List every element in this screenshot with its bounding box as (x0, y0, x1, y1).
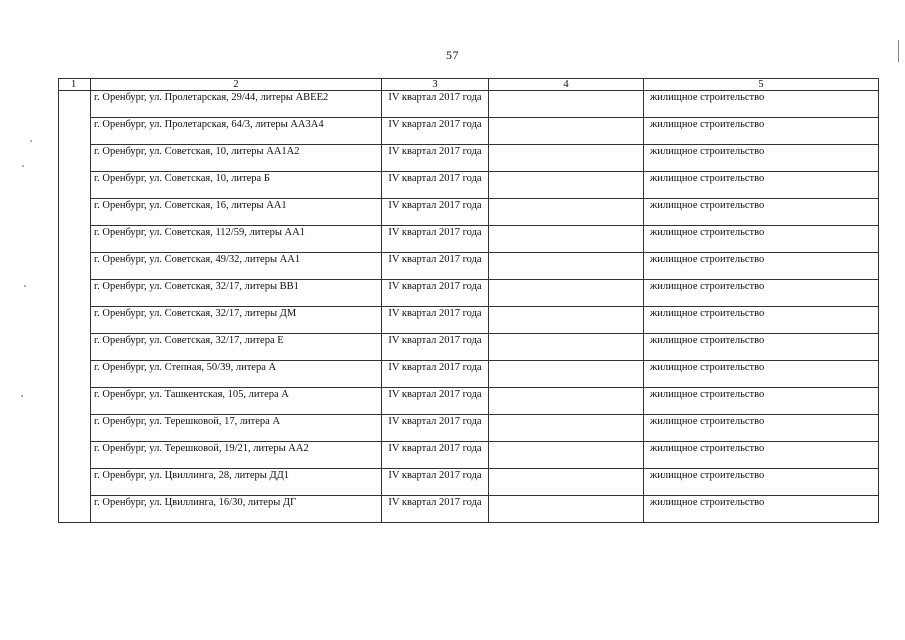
note-cell (489, 442, 644, 469)
period-cell: IV квартал 2017 года (382, 280, 489, 307)
note-cell (489, 91, 644, 118)
period-cell: IV квартал 2017 года (382, 145, 489, 172)
table-row (59, 469, 879, 496)
note-cell (489, 469, 644, 496)
address-cell: г. Оренбург, ул. Терешковой, 17, литера А (91, 415, 382, 442)
note-cell (489, 172, 644, 199)
period-cell: IV квартал 2017 года (382, 415, 489, 442)
scan-edge-mark (898, 40, 899, 62)
row-number-cell (59, 199, 91, 226)
table-row (59, 91, 879, 118)
period-cell: IV квартал 2017 года (382, 253, 489, 280)
note-cell (489, 226, 644, 253)
period-cell: IV квартал 2017 года (382, 496, 489, 523)
period-cell: IV квартал 2017 года (382, 172, 489, 199)
note-cell (489, 334, 644, 361)
scan-speck (24, 285, 26, 287)
note-cell (489, 199, 644, 226)
table-row (59, 307, 879, 334)
table-header-row (59, 79, 879, 91)
address-cell: г. Оренбург, ул. Пролетарская, 29/44, литеры АВЕЕ2 (91, 91, 382, 118)
table-row (59, 145, 879, 172)
row-number-cell (59, 145, 91, 172)
address-cell: г. Оренбург, ул. Советская, 16, литеры АА1 (91, 199, 382, 226)
period-cell: IV квартал 2017 года (382, 199, 489, 226)
period-cell: IV квартал 2017 года (382, 469, 489, 496)
purpose-cell: жилищное строительство (644, 307, 879, 334)
note-cell (489, 415, 644, 442)
purpose-cell: жилищное строительство (644, 91, 879, 118)
table-row (59, 118, 879, 145)
address-cell: г. Оренбург, ул. Советская, 49/32, литеры АА1 (91, 253, 382, 280)
table-row (59, 388, 879, 415)
note-cell (489, 280, 644, 307)
address-cell: г. Оренбург, ул. Советская, 32/17, литеры ВВ1 (91, 280, 382, 307)
purpose-cell: жилищное строительство (644, 118, 879, 145)
table-row (59, 226, 879, 253)
row-number-cell (59, 496, 91, 523)
column-header-1: 1 (59, 79, 91, 91)
address-cell: г. Оренбург, ул. Ташкентская, 105, литера А (91, 388, 382, 415)
page-number: 57 (446, 48, 459, 62)
purpose-cell: жилищное строительство (644, 199, 879, 226)
table-body (59, 79, 879, 523)
row-number-cell (59, 334, 91, 361)
period-cell: IV квартал 2017 года (382, 307, 489, 334)
purpose-cell: жилищное строительство (644, 172, 879, 199)
note-cell (489, 361, 644, 388)
period-cell: IV квартал 2017 года (382, 118, 489, 145)
row-number-cell (59, 307, 91, 334)
table-row (59, 253, 879, 280)
note-cell (489, 118, 644, 145)
row-number-cell (59, 469, 91, 496)
period-cell: IV квартал 2017 года (382, 334, 489, 361)
scan-speck (30, 140, 32, 142)
period-cell: IV квартал 2017 года (382, 91, 489, 118)
column-header-4: 4 (489, 79, 644, 91)
row-number-cell (59, 415, 91, 442)
row-number-cell (59, 118, 91, 145)
row-number-cell (59, 172, 91, 199)
document-table (58, 78, 879, 523)
table-row (59, 361, 879, 388)
row-number-cell (59, 442, 91, 469)
address-cell: г. Оренбург, ул. Степная, 50/39, литера А (91, 361, 382, 388)
note-cell (489, 145, 644, 172)
purpose-cell: жилищное строительство (644, 334, 879, 361)
row-number-cell (59, 253, 91, 280)
address-cell: г. Оренбург, ул. Терешковой, 19/21, литеры АА2 (91, 442, 382, 469)
address-cell: г. Оренбург, ул. Советская, 10, литеры АА1А2 (91, 145, 382, 172)
row-number-cell (59, 226, 91, 253)
address-cell: г. Оренбург, ул. Советская, 32/17, литеры ДМ (91, 307, 382, 334)
purpose-cell: жилищное строительство (644, 361, 879, 388)
purpose-cell: жилищное строительство (644, 226, 879, 253)
period-cell: IV квартал 2017 года (382, 226, 489, 253)
row-number-cell (59, 91, 91, 118)
address-cell: г. Оренбург, ул. Советская, 10, литера Б (91, 172, 382, 199)
table-row (59, 199, 879, 226)
table-row (59, 280, 879, 307)
table-row (59, 442, 879, 469)
note-cell (489, 388, 644, 415)
address-cell: г. Оренбург, ул. Цвиллинга, 16/30, литеры ДГ (91, 496, 382, 523)
note-cell (489, 253, 644, 280)
note-cell (489, 496, 644, 523)
row-number-cell (59, 280, 91, 307)
purpose-cell: жилищное строительство (644, 415, 879, 442)
period-cell: IV квартал 2017 года (382, 361, 489, 388)
scan-speck (21, 395, 23, 397)
table-row (59, 496, 879, 523)
address-cell: г. Оренбург, ул. Советская, 112/59, литеры АА1 (91, 226, 382, 253)
column-header-3: 3 (382, 79, 489, 91)
purpose-cell: жилищное строительство (644, 469, 879, 496)
purpose-cell: жилищное строительство (644, 442, 879, 469)
column-header-5: 5 (644, 79, 879, 91)
row-number-cell (59, 388, 91, 415)
address-cell: г. Оренбург, ул. Пролетарская, 64/3, литеры АА3А4 (91, 118, 382, 145)
purpose-cell: жилищное строительство (644, 253, 879, 280)
scan-speck (22, 165, 24, 167)
table-row (59, 172, 879, 199)
row-number-cell (59, 361, 91, 388)
purpose-cell: жилищное строительство (644, 388, 879, 415)
purpose-cell: жилищное строительство (644, 280, 879, 307)
note-cell (489, 307, 644, 334)
address-cell: г. Оренбург, ул. Советская, 32/17, литера Е (91, 334, 382, 361)
address-cell: г. Оренбург, ул. Цвиллинга, 28, литеры ДД1 (91, 469, 382, 496)
table-row (59, 334, 879, 361)
purpose-cell: жилищное строительство (644, 145, 879, 172)
column-header-2: 2 (91, 79, 382, 91)
purpose-cell: жилищное строительство (644, 496, 879, 523)
table-row (59, 415, 879, 442)
period-cell: IV квартал 2017 года (382, 442, 489, 469)
period-cell: IV квартал 2017 года (382, 388, 489, 415)
